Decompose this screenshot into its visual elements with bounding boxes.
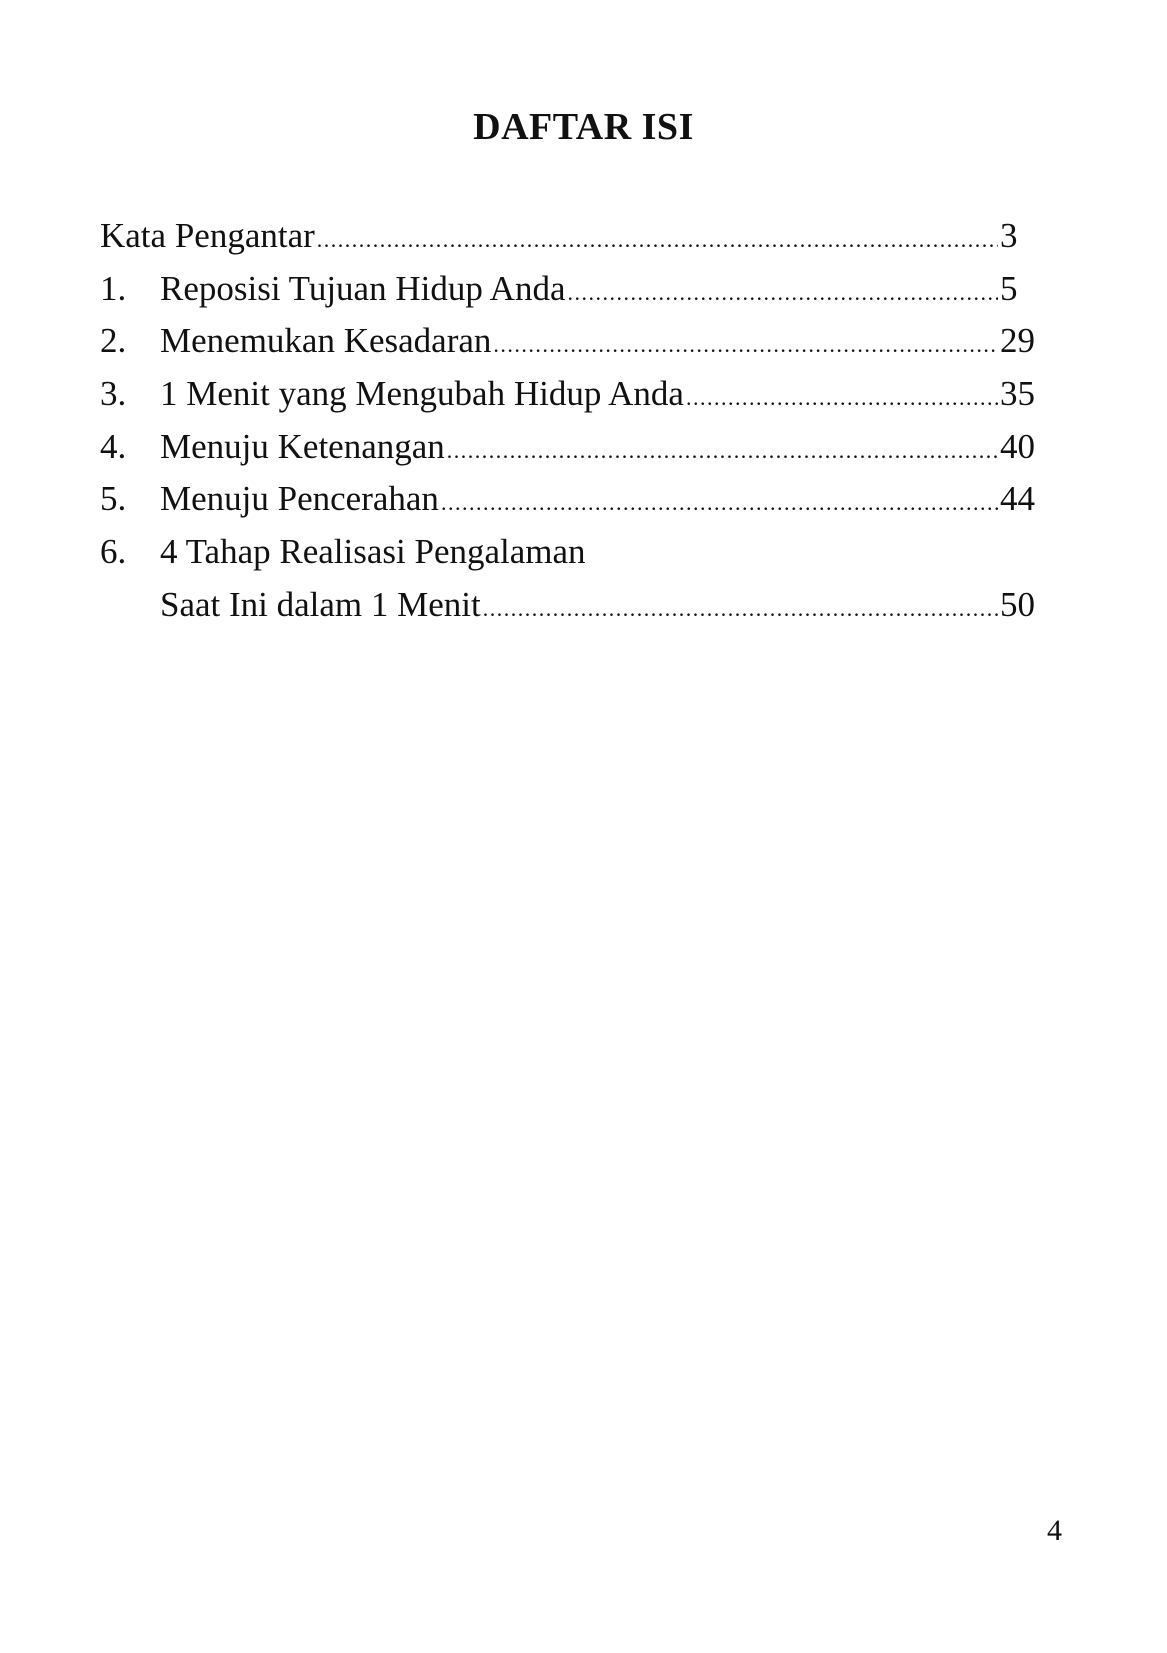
toc-entry-page: 50 bbox=[1000, 584, 1035, 624]
toc-entry-label: Saat Ini dalam 1 Menit bbox=[160, 584, 481, 624]
toc-entry-label: Reposisi Tujuan Hidup Anda bbox=[160, 268, 566, 308]
toc-entry-page: 35 bbox=[1000, 374, 1035, 414]
toc-entry-preface[interactable] bbox=[100, 210, 1040, 263]
toc-entry-line bbox=[160, 421, 1040, 474]
toc-entry-label: 1 Menit yang Mengubah Hidup Anda bbox=[160, 374, 684, 414]
dot-leader bbox=[317, 229, 998, 251]
toc-entry-chapter-6-continued[interactable] bbox=[100, 579, 1040, 632]
toc-entry-label: Menuju Ketenangan bbox=[160, 426, 445, 466]
toc-entry-line bbox=[160, 526, 1040, 579]
toc-entry-label: Kata Pengantar bbox=[100, 216, 315, 255]
page-number: 4 bbox=[1047, 1514, 1062, 1547]
page-title: DAFTAR ISI bbox=[473, 106, 694, 148]
toc-entry-chapter-3[interactable] bbox=[100, 368, 1040, 421]
toc-entry-line bbox=[160, 579, 1040, 632]
toc-entry-line bbox=[160, 473, 1040, 526]
toc-entry-number: 5. bbox=[100, 479, 127, 519]
toc-entry-label: Menemukan Kesadaran bbox=[160, 321, 492, 361]
dot-leader bbox=[686, 387, 998, 409]
toc-entry-chapter-4[interactable] bbox=[100, 421, 1040, 474]
toc-entry-label: Menuju Pencerahan bbox=[160, 479, 439, 519]
toc-entry-number: 6. bbox=[100, 532, 127, 572]
toc-entry-line bbox=[100, 210, 1040, 263]
dot-leader bbox=[441, 492, 998, 514]
toc-entry-line bbox=[160, 368, 1040, 421]
toc-entry-number: 4. bbox=[100, 426, 127, 466]
toc-entry-page: 44 bbox=[1000, 479, 1035, 519]
toc-entry-label: 4 Tahap Realisasi Pengalaman bbox=[160, 532, 586, 572]
toc-entry-page: 40 bbox=[1000, 426, 1035, 466]
dot-leader bbox=[493, 334, 998, 356]
toc-entry-chapter-1[interactable] bbox=[100, 263, 1040, 316]
toc-entry-number: 3. bbox=[100, 374, 127, 414]
toc-entry-line bbox=[160, 263, 1040, 316]
dot-leader bbox=[483, 598, 998, 620]
toc-entry-chapter-2[interactable] bbox=[100, 315, 1040, 368]
toc-entry-number: 1. bbox=[100, 268, 127, 308]
dot-leader bbox=[447, 440, 998, 462]
toc-entry-page: 3 bbox=[1000, 216, 1018, 255]
toc-entry-chapter-5[interactable] bbox=[100, 473, 1040, 526]
toc-entry-page: 29 bbox=[1000, 321, 1035, 361]
toc-entry-chapter-6[interactable] bbox=[100, 526, 1040, 579]
toc-entry-line bbox=[160, 315, 1040, 368]
dot-leader bbox=[567, 282, 998, 304]
toc-entry-number: 2. bbox=[100, 321, 127, 361]
table-of-contents bbox=[100, 210, 1040, 632]
toc-entry-page: 5 bbox=[1000, 268, 1018, 308]
